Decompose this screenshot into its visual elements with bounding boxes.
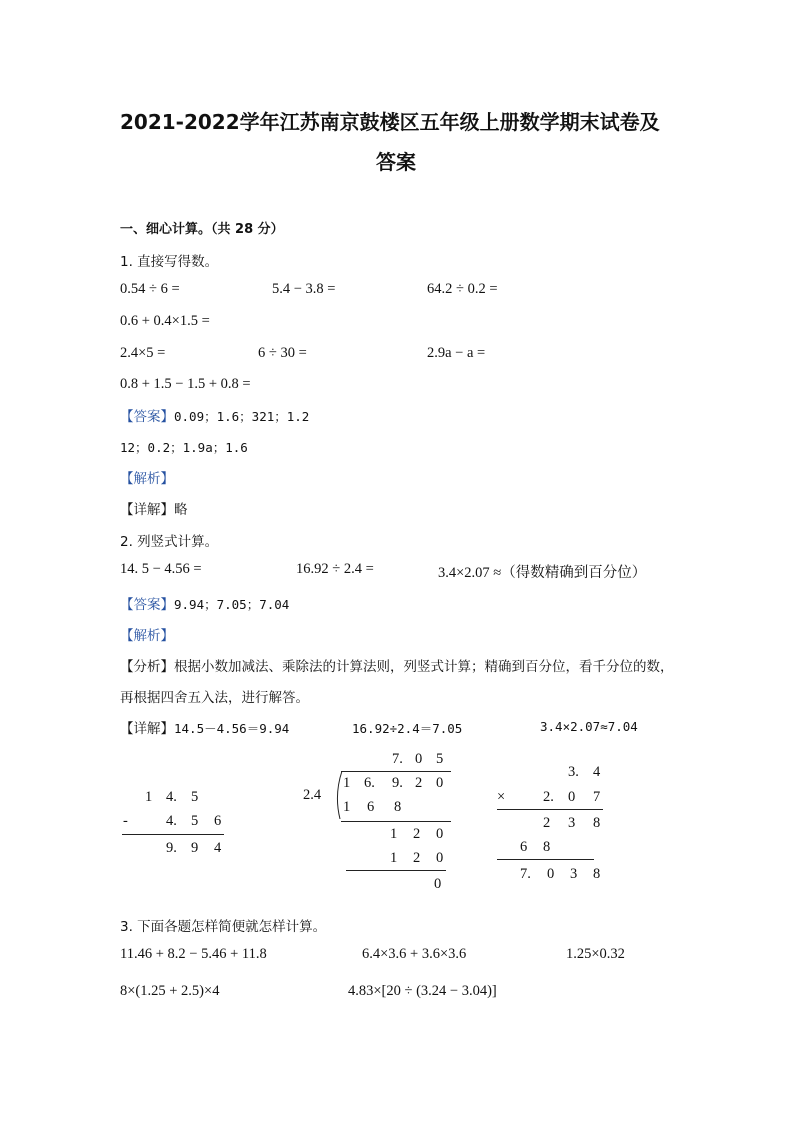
answer-tag: 【答案】 [120,597,174,613]
div-digit: 0 [436,826,444,842]
q3-expr-4: 8×(1.25 + 2.5)×4 [120,983,220,999]
div-digit: 7. [392,751,403,767]
div-digit: 1 [343,799,351,815]
detail-eq-3: 3.4×2.07≈7.04 [540,719,638,734]
div-digit: 9. [392,775,403,791]
page-title-cont: 答案 [376,150,416,174]
answer-text: 0.09；1.6；321；1.2 [174,409,310,424]
mul-digit: 6 [520,839,528,855]
page-title: 2021-2022学年江苏南京鼓楼区五年级上册数学期末试卷及 [120,110,660,134]
div-digit: 5 [436,751,444,767]
div-rule-2 [346,870,446,871]
q1-expr-3: 64.2 ÷ 0.2 = [427,281,498,297]
q2-expr-3: 3.4×2.07 ≈（得数精确到百分位） [438,565,647,581]
mul-digit: 2 [543,815,551,831]
mul-digit: 7. [520,866,531,882]
q1-expr-2: 5.4 − 3.8 = [272,281,336,297]
div-digit: 1 [390,826,398,842]
q2-expr-1: 14. 5 − 4.56 = [120,561,202,577]
sub-digit: 6 [214,813,222,829]
div-remainder: 0 [434,876,442,892]
q1-analysis-tag: 【解析】 [120,471,174,487]
div-digit: 0 [436,850,444,866]
div-digit: 6. [364,775,375,791]
sub-digit: 4. [166,789,177,805]
div-digit: 2 [415,775,423,791]
sub-digit: 1 [145,789,153,805]
sub-digit: 5 [191,789,199,805]
sub-digit: 4 [214,840,222,856]
detail-tag: 【详解】 [120,502,174,518]
divisor: 2.4 [303,787,322,803]
q3-expr-3: 1.25×0.32 [566,946,625,962]
mul-digit: 7 [593,789,601,805]
detail-tag: 【详解】 [120,721,174,737]
q3-expr-5: 4.83×[20 ÷ (3.24 − 3.04)] [348,983,497,999]
q2-fenxi-cont: 再根据四舍五入法，进行解答。 [120,690,309,706]
answer-tag: 【答案】 [120,409,174,425]
mul-digit: 2. [543,789,554,805]
question-3-prompt: 3. 下面各题怎样简便就怎样计算。 [120,919,327,935]
div-digit: 2 [413,850,421,866]
mul-digit: 8 [593,866,601,882]
q1-expr-4: 0.6 + 0.4×1.5 = [120,313,210,329]
mul-digit: 3 [570,866,578,882]
q1-detail [120,498,188,518]
detail-text: 略 [174,502,188,518]
q1-expr-5: 2.4×5 = [120,345,166,361]
fenxi-tag: 【分析】 [120,659,174,675]
mul-digit: 8 [593,815,601,831]
div-rule-1 [341,821,451,822]
q1-expr-8: 0.8 + 1.5 − 1.5 + 0.8 = [120,376,251,392]
mul-digit: 3. [568,764,579,780]
sub-digit: 9. [166,840,177,856]
minus-sign: - [123,813,128,829]
q2-fenxi [120,655,674,675]
times-sign: × [497,789,506,805]
q2-answer [120,593,289,613]
mul-digit: 3 [568,815,576,831]
q1-expr-1: 0.54 ÷ 6 = [120,281,180,297]
mul-digit: 0 [547,866,555,882]
fenxi-text: 根据小数加减法、乘除法的计算法则，列竖式计算；精确到百分位，看千分位的数， [174,659,674,675]
q2-expr-2: 16.92 ÷ 2.4 = [296,561,374,577]
mul-digit: 4 [593,764,601,780]
mul-rule-2 [497,859,594,860]
div-digit: 0 [436,775,444,791]
sub-digit: 5 [191,813,199,829]
div-digit: 2 [413,826,421,842]
q3-expr-2: 6.4×3.6 + 3.6×3.6 [362,946,467,962]
mul-rule-1 [497,809,603,810]
div-digit: 0 [415,751,423,767]
answer-text: 9.94；7.05；7.04 [174,597,290,612]
div-digit: 8 [394,799,402,815]
detail-eq-2: 16.92÷2.4＝7.05 [352,721,463,736]
sub-rule [122,834,224,835]
sub-digit: 4. [166,813,177,829]
q1-expr-6: 6 ÷ 30 = [258,345,307,361]
q2-analysis-tag: 【解析】 [120,628,174,644]
mul-digit: 8 [543,839,551,855]
div-digit: 6 [367,799,375,815]
div-top-rule [341,771,451,772]
question-2-prompt: 2. 列竖式计算。 [120,534,219,550]
div-digit: 1 [343,775,351,791]
question-1-prompt: 1. 直接写得数。 [120,254,219,270]
q1-answer [120,405,309,425]
detail-eq-1: 14.5－4.56＝9.94 [174,721,290,736]
section-heading: 一、细心计算。（共 28 分） [120,222,284,237]
sub-digit: 9 [191,840,199,856]
q1-expr-7: 2.9a − a = [427,345,486,361]
q3-expr-1: 11.46 + 8.2 − 5.46 + 11.8 [120,946,267,962]
q1-answer-cont: 12；0.2；1.9a；1.6 [120,440,248,455]
div-digit: 1 [390,850,398,866]
mul-digit: 0 [568,789,576,805]
q2-detail [120,717,289,737]
